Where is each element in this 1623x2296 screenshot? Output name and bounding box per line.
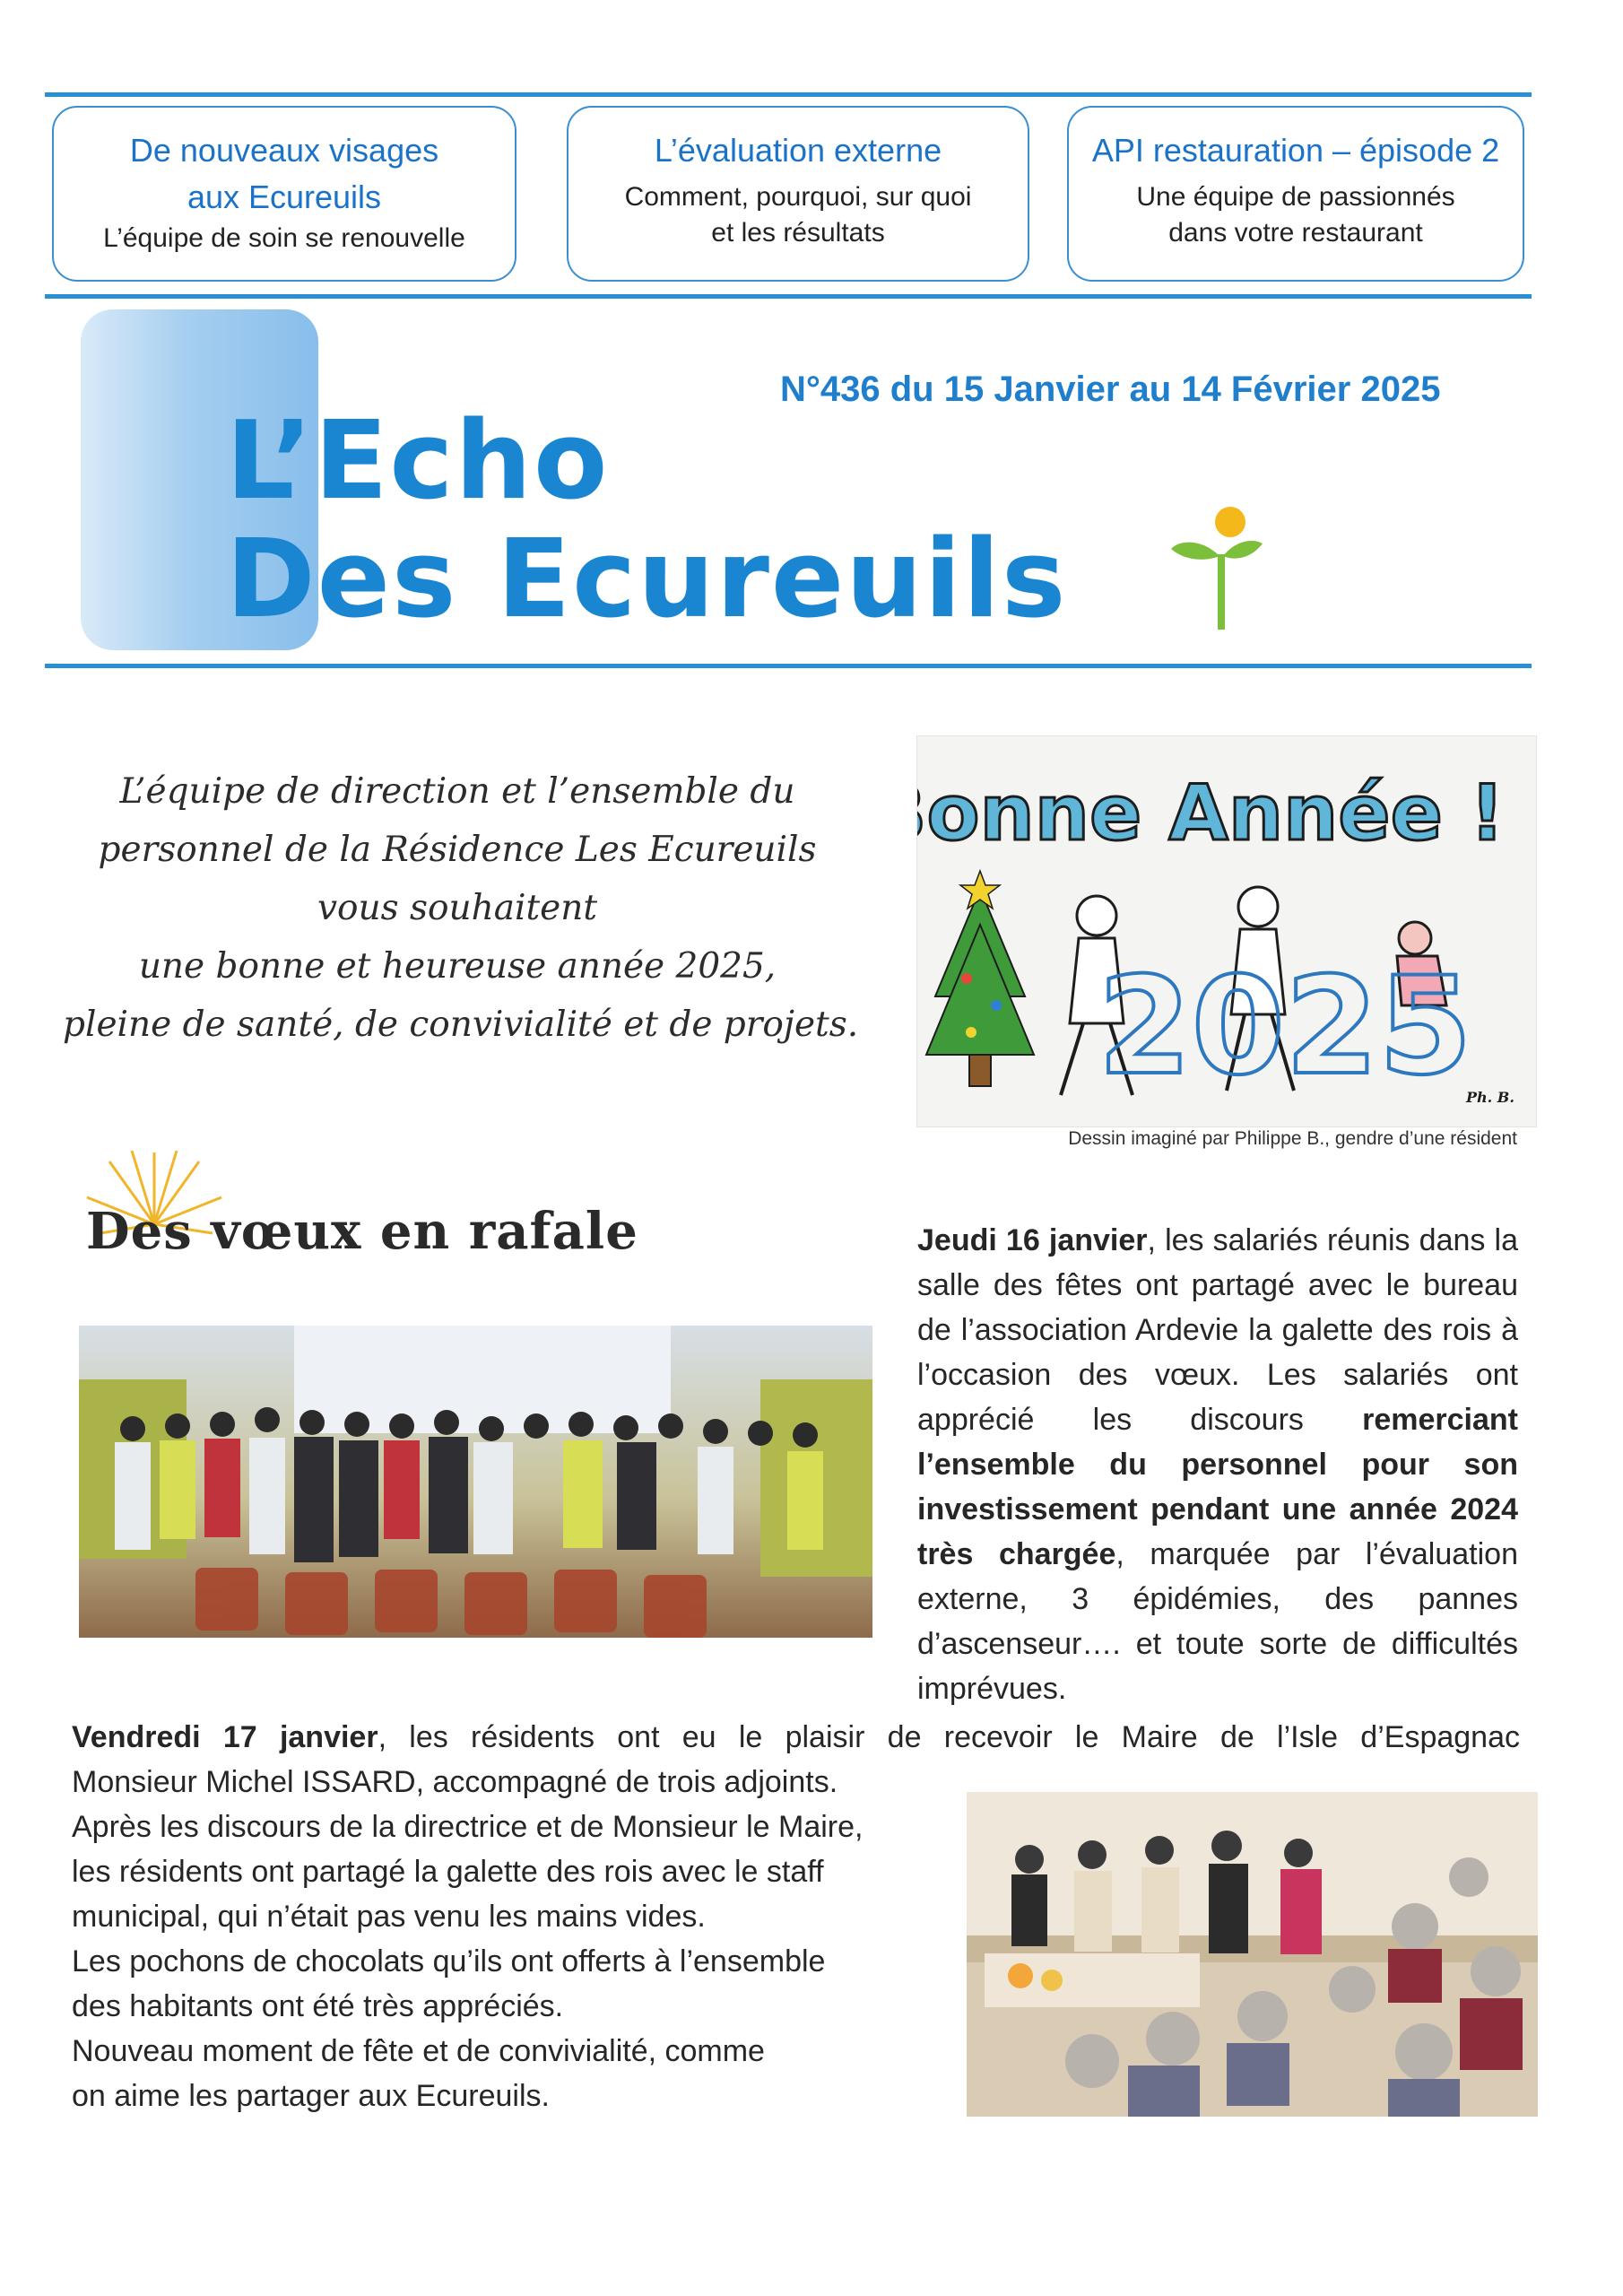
card-year: 2025 (1098, 949, 1472, 1105)
wish-line: vous souhaitent (317, 888, 598, 928)
teaser-title: L’évaluation externe (654, 132, 942, 169)
teaser-title: De nouveaux visages (129, 132, 439, 169)
paragraph-2-line: Après les discours de la directrice et de Monsieur le Maire, (72, 1810, 864, 1844)
paragraph-2-line: municipal, qui n’était pas venu les mains vides. (72, 1900, 706, 1934)
teaser-box-2[interactable] (567, 106, 1029, 282)
paragraph-1-text-end: , marquée par l’évaluation externe, 3 épidémies, des pannes d’ascenseur…. et toute sorte de difficultés imprévues. (917, 1537, 1518, 1706)
card-caption: Dessin imaginé par Philippe B., gendre d’une résident (1068, 1128, 1517, 1149)
paragraph-2-text: , les résidents ont eu le plaisir de recevoir le Maire de l’Isle d’Espagnac (378, 1720, 1520, 1754)
teaser-subtitle: L’équipe de soin se renouvelle (103, 223, 465, 253)
wish-line: pleine de santé, de convivialité et de projets. (63, 1004, 859, 1045)
flower-logo-icon (1166, 502, 1264, 632)
wish-line: une bonne et heureuse année 2025, (138, 946, 777, 987)
paragraph-2-line: les résidents ont partagé la galette des rois avec le staff (72, 1855, 824, 1889)
masthead-title-line2: Des Ecureuils (226, 517, 1068, 642)
teaser-subtitle: et les résultats (711, 218, 885, 248)
mayor-visit-photo (967, 1792, 1538, 2117)
teaser-subtitle: Comment, pourquoi, sur quoi (624, 182, 972, 212)
card-greeting: Bonne Année ! (917, 769, 1506, 858)
article-paragraph-2-first-line (72, 1715, 1520, 1760)
card-drawing (917, 736, 1536, 1126)
greeting-card-illustration (916, 735, 1537, 1127)
article-paragraph-1 (917, 1218, 1518, 1711)
teaser-title: API restauration – épisode 2 (1091, 132, 1500, 169)
masthead-title-line1: L’Echo (226, 399, 610, 524)
paragraph-1-text: , les salariés réunis dans la salle des fêtes ont partagé avec le bureau de l’association Ardevie la galette des rois à l’occasion des vœux. Les salariés ont apprécié les discours (917, 1223, 1518, 1437)
card-signature: Ph. B. (1466, 1089, 1515, 1106)
teaser-box-1[interactable] (52, 106, 516, 282)
paragraph-2-date: Vendredi 17 janvier (72, 1720, 378, 1754)
article-paragraph-2 (72, 1760, 968, 2118)
staff-group-photo (79, 1326, 872, 1638)
article-headline: Des vœux en rafale (86, 1202, 638, 1261)
paragraph-1-emphasis: remerciant l’ensemble du personnel pour son investissement pendant une année 2024 très chargée (917, 1403, 1518, 1571)
masthead-rule (45, 664, 1532, 668)
top-rule (45, 92, 1532, 97)
paragraph-2-line: Les pochons de chocolats qu’ils ont offerts à l’ensemble (72, 1944, 826, 1979)
teaser-subtitle: dans votre restaurant (1168, 218, 1423, 248)
teaser-box-3[interactable] (1067, 106, 1524, 282)
paragraph-2-line: Nouveau moment de fête et de convivialité, comme (72, 2034, 765, 2068)
paragraph-2-line: des habitants ont été très appréciés. (72, 1989, 564, 2023)
new-year-wishes (63, 762, 859, 1054)
wish-line: personnel de la Résidence Les Ecureuils (98, 830, 817, 870)
paragraph-2-line: Monsieur Michel ISSARD, accompagné de trois adjoints. (72, 1765, 838, 1799)
teaser-title: aux Ecureuils (187, 178, 382, 215)
paragraph-2-line: on aime les partager aux Ecureuils. (72, 2079, 550, 2113)
teaser-subtitle: Une équipe de passionnés (1136, 182, 1455, 212)
header-rule (45, 294, 1532, 299)
issue-number: N°436 du 15 Janvier au 14 Février 2025 (780, 370, 1441, 409)
wish-line: L’équipe de direction et l’ensemble du (119, 771, 795, 812)
paragraph-1-date: Jeudi 16 janvier (917, 1223, 1148, 1257)
